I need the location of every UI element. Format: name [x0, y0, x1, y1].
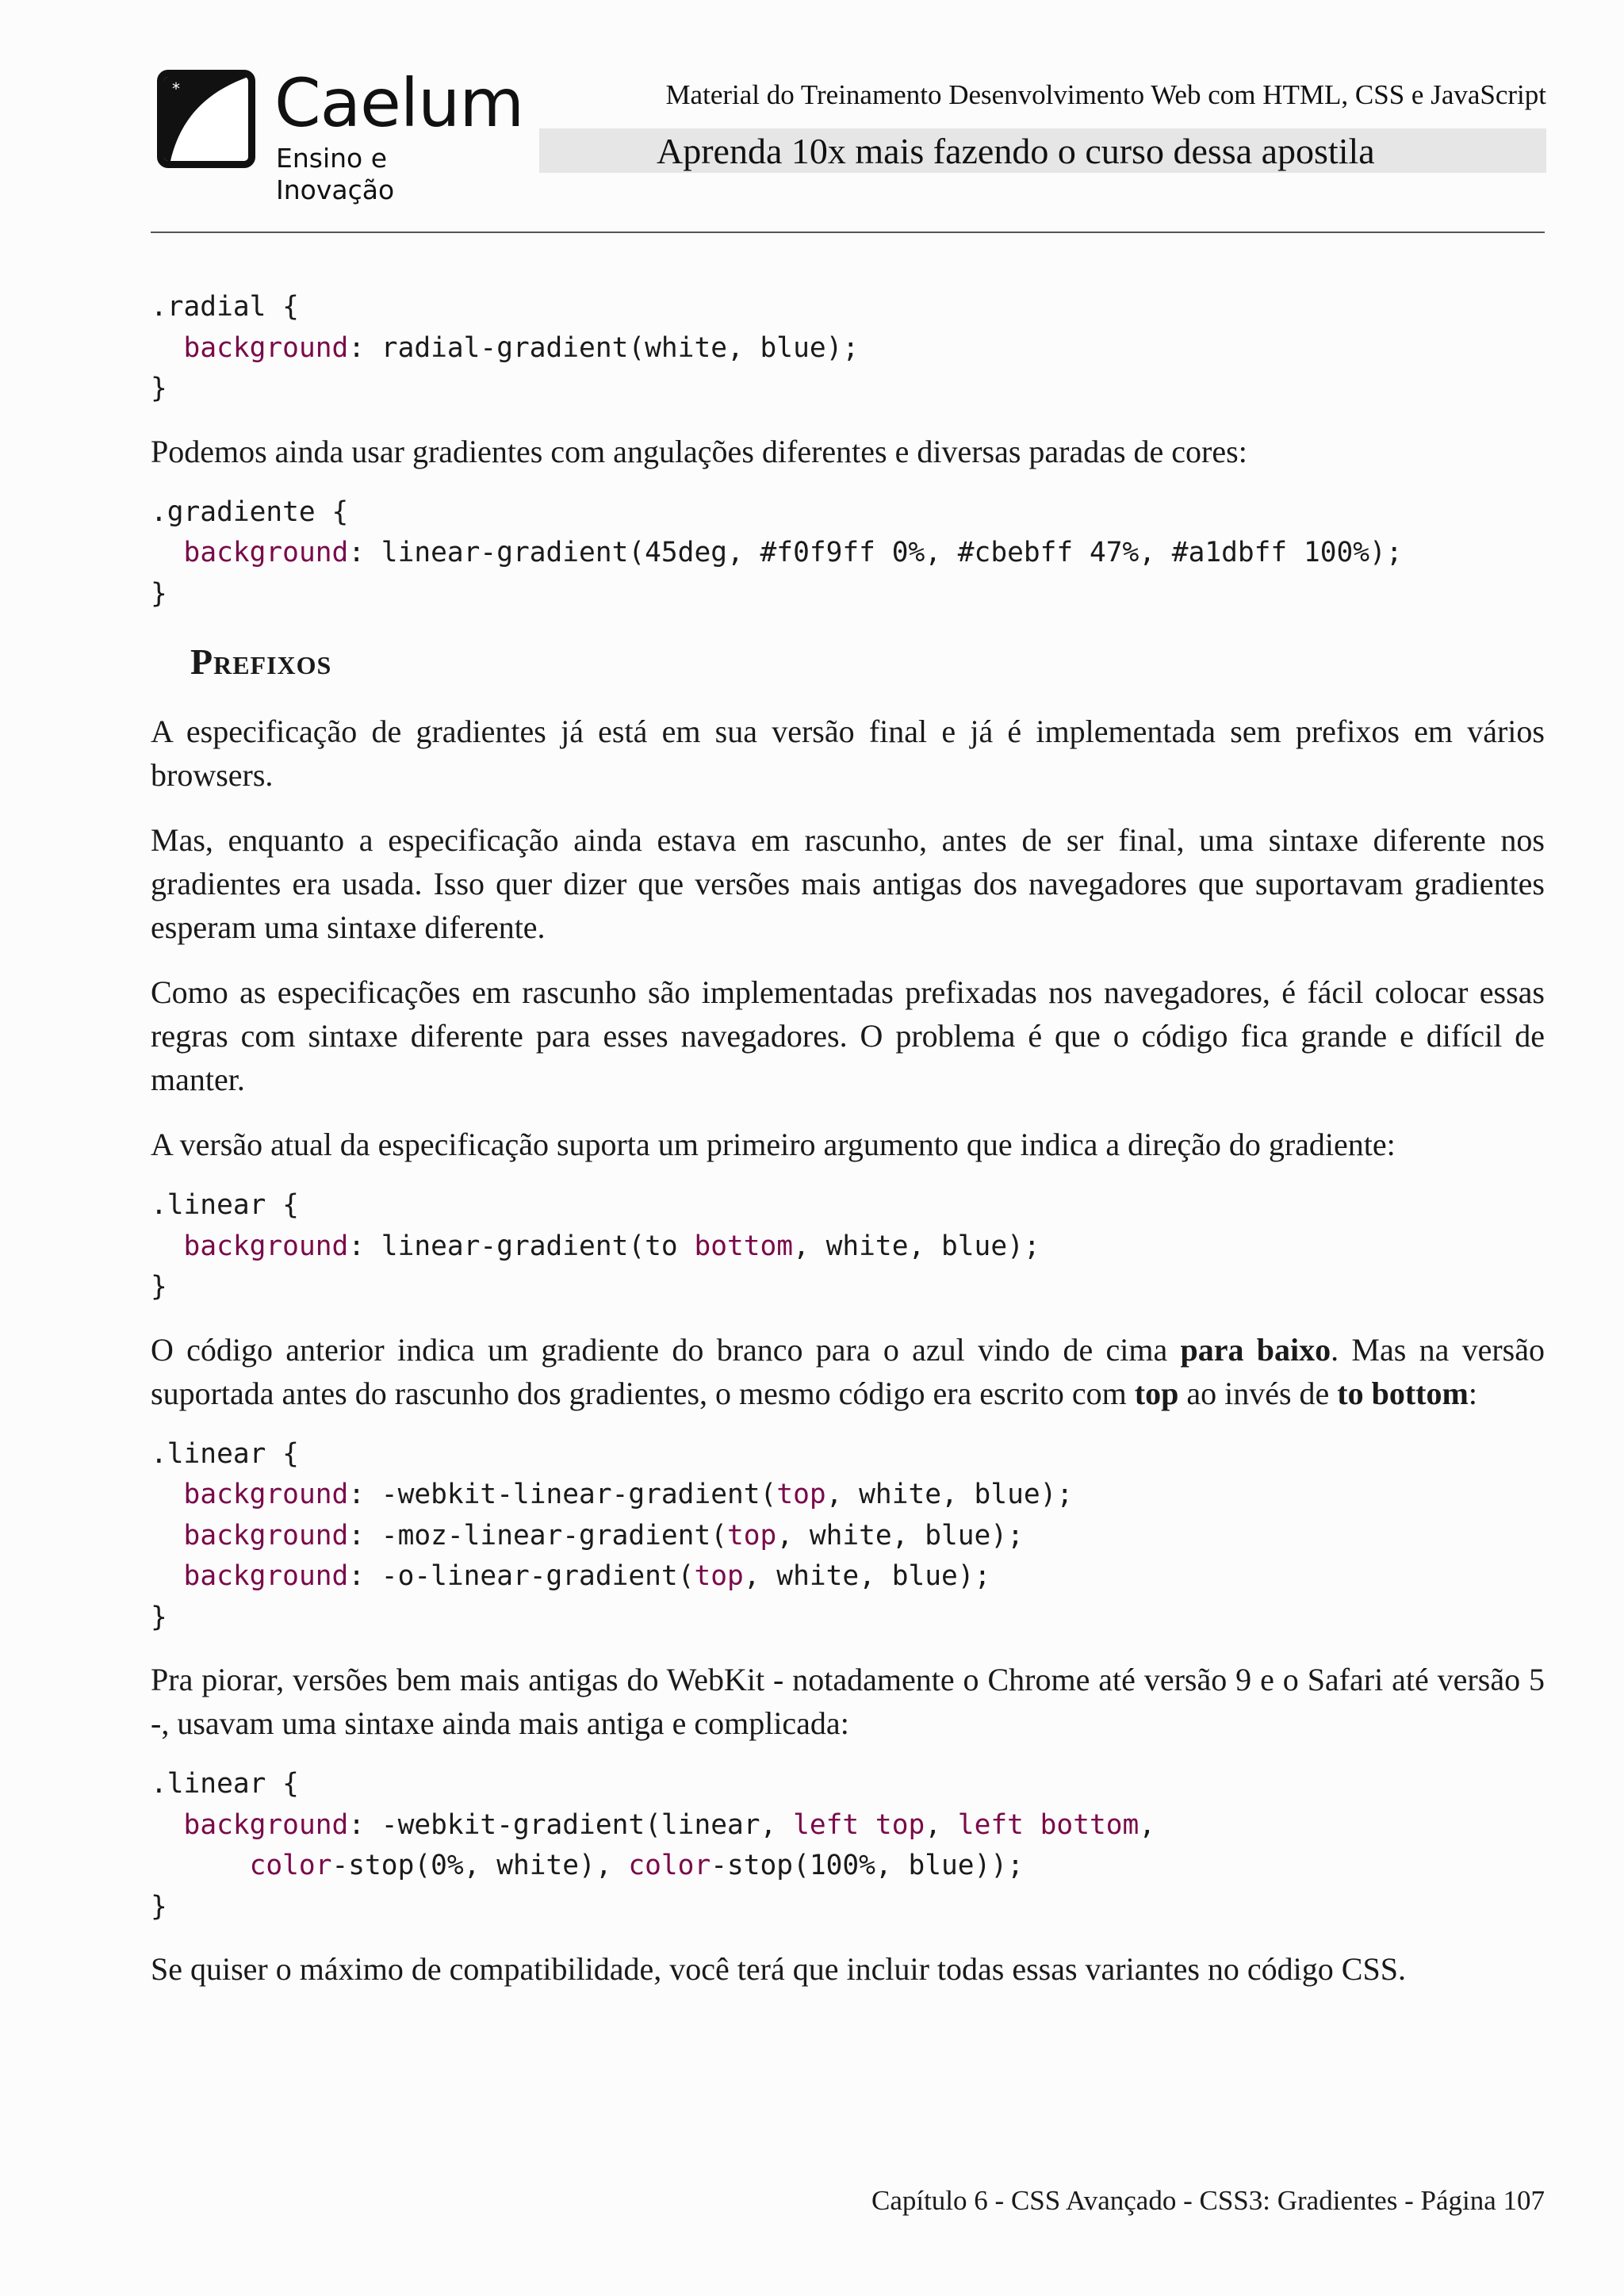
code-block-linear-prefixed: .linear { background: -webkit-linear-gradient(top, white, blue); background: -moz-linear-gradient(top, white, blue); background: -o-linear-gradient(top, white, blue); } [151, 1437, 1074, 1633]
section-heading: Prefixos [190, 641, 332, 682]
code-block-radial: .radial { background: radial-gradient(white, blue); } [151, 291, 860, 404]
code-block-gradiente: .gradiente { background: linear-gradient(45deg, #f0f9ff 0%, #cbebff 47%, #a1dbff 100%); } [151, 496, 1403, 610]
svg-text:*: * [172, 79, 180, 98]
logo-tagline: Ensino e Inovação [276, 143, 395, 205]
logo-name: Caelum [274, 64, 524, 142]
paragraph: A versão atual da especificação suporta um primeiro argumento que indica a direção do gradiente: [151, 1127, 1396, 1162]
code-block-webkit-legacy: .linear { background: -webkit-gradient(linear, left top, left bottom, color-stop(0%, white), color-stop(100%, blue)); } [151, 1768, 1156, 1923]
page-content [151, 287, 1545, 1991]
course-banner[interactable] [539, 128, 1546, 173]
page-header [151, 64, 1546, 205]
course-banner-text[interactable]: Aprenda 10x mais fazendo o curso dessa apostila [657, 131, 1375, 171]
paragraph: Pra piorar, versões bem mais antigas do WebKit - notadamente o Chrome até versão 9 e o Safari até versão 5 -, usavam uma sintaxe ainda mais antiga e complicada: [151, 1662, 1545, 1741]
paragraph: Se quiser o máximo de compatibilidade, você terá que incluir todas essas variantes no código CSS. [151, 1951, 1406, 1987]
header-divider [151, 232, 1545, 233]
paragraph: O código anterior indica um gradiente do branco para o azul vindo de cima para baixo. Mas na versão suportada antes do rascunho dos gradientes, o mesmo código era escrito com top ao invés de to bottom: [151, 1331, 1545, 1411]
header-subtitle: Material do Treinamento Desenvolvimento Web com HTML, CSS e JavaScript [665, 79, 1546, 110]
paragraph: Como as especificações em rascunho são implementadas prefixadas nos navegadores, é fácil colocar essas regras com sintaxe diferente para esses navegadores. O problema é que o código fica grande e difícil de manter. [151, 974, 1545, 1097]
page-footer: Capítulo 6 - CSS Avançado - CSS3: Gradientes - Página 107 [871, 2185, 1545, 2216]
logo-mark-icon [157, 70, 255, 168]
paragraph: Podemos ainda usar gradientes com angulações diferentes e diversas paradas de cores: [151, 433, 1247, 469]
paragraph: A especificação de gradientes já está em sua versão final e já é implementada sem prefixos em vários browsers. [151, 714, 1545, 793]
caelum-logo [157, 64, 524, 205]
code-block-linear-standard: .linear { background: linear-gradient(to bottom, white, blue); } [151, 1189, 1040, 1303]
paragraph: Mas, enquanto a especificação ainda estava em rascunho, antes de ser final, uma sintaxe diferente nos gradientes era usada. Isso quer dizer que versões mais antigas dos navegadores que suportavam gradientes esperam uma sintaxe diferente. [151, 822, 1545, 945]
